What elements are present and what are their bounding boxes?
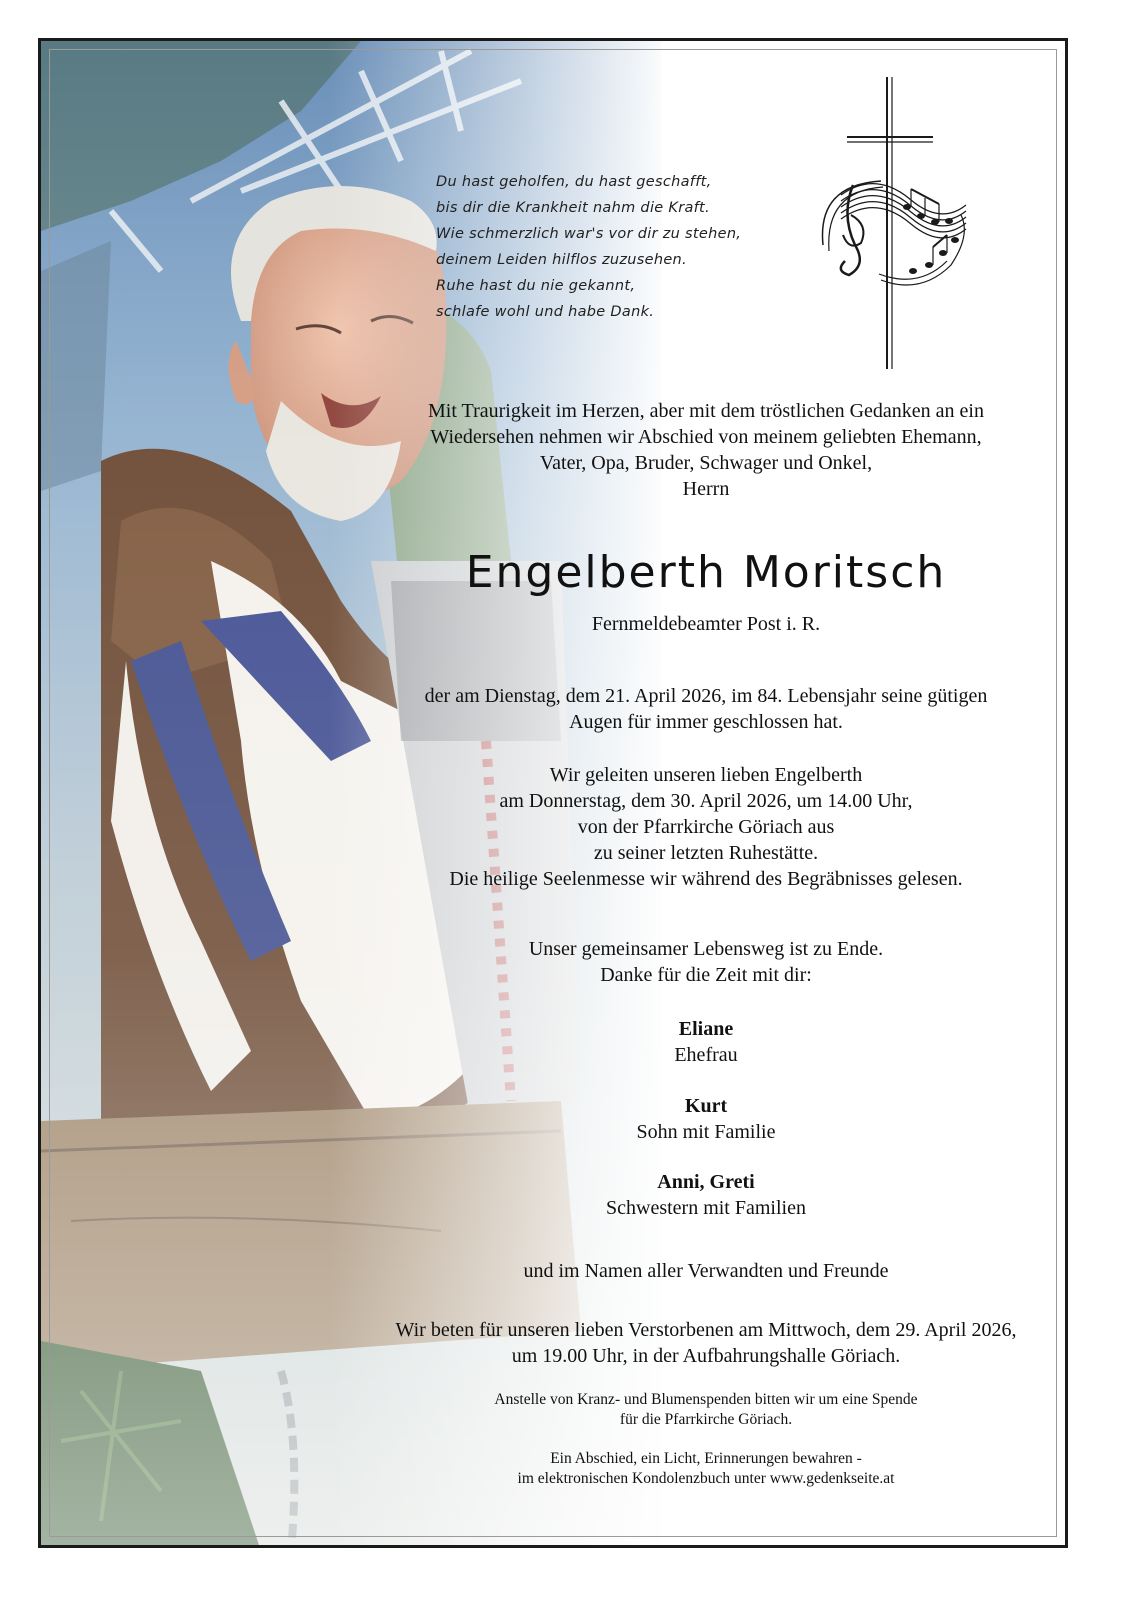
intro-line: Vater, Opa, Bruder, Schwager und Onkel, <box>539 452 873 474</box>
memorial-poem <box>436 169 836 325</box>
poem-line: deinem Leiden hilflos zuzusehen. <box>436 252 687 268</box>
deceased-name: Engelberth Moritsch <box>465 547 947 598</box>
condolence-line: im elektronischen Kondolenzbuch unter www.gedenkseite.at <box>517 1470 895 1487</box>
prayer-line: um 19.00 Uhr, in der Aufbahrungshalle Göriach. <box>511 1345 901 1367</box>
funeral-details <box>336 762 1068 892</box>
condolence-line: Ein Abschied, ein Licht, Erinnerungen bewahren - <box>550 1450 862 1467</box>
poem-line: Ruhe hast du nie gekannt, <box>436 278 636 294</box>
funeral-line: am Donnerstag, dem 30. April 2026, um 14.00 Uhr, <box>499 790 913 812</box>
donation-line: für die Pfarrkirche Göriach. <box>619 1411 793 1428</box>
mourner <box>336 1093 1068 1145</box>
mourner-relation: Schwestern mit Familien <box>606 1197 806 1219</box>
poem-line: schlafe wohl und habe Dank. <box>436 304 655 320</box>
donation-notice <box>336 1390 1068 1430</box>
death-line: Augen für immer geschlossen hat. <box>569 711 843 733</box>
deceased-title <box>336 611 1068 637</box>
condolence-notice <box>336 1449 1068 1489</box>
family-line-text: und im Namen aller Verwandten und Freunde <box>523 1260 889 1282</box>
donation-line: Anstelle von Kranz- und Blumenspenden bitten wir um eine Spende <box>494 1391 918 1408</box>
deceased-title-text: Fernmeldebeamter Post i. R. <box>591 613 821 635</box>
cross-music-icon <box>821 75 971 371</box>
poem-line: Du hast geholfen, du hast geschafft, <box>436 174 712 190</box>
shared-path-text <box>336 936 1068 988</box>
family-line <box>336 1258 1068 1284</box>
funeral-line: Wir geleiten unseren lieben Engelberth <box>549 764 863 786</box>
intro-line: Wiedersehen nehmen wir Abschied von meinem geliebten Ehemann, <box>430 426 982 448</box>
prayer-line: Wir beten für unseren lieben Verstorbenen am Mittwoch, dem 29. April 2026, <box>395 1319 1017 1341</box>
funeral-line: Die heilige Seelenmesse wir während des Begräbnisses gelesen. <box>449 868 963 890</box>
obituary-card <box>38 38 1068 1548</box>
funeral-line: zu seiner letzten Ruhestätte. <box>593 842 819 864</box>
mourner-relation: Ehefrau <box>674 1044 738 1066</box>
shared-line: Danke für die Zeit mit dir: <box>600 964 812 986</box>
death-notice <box>336 683 1068 735</box>
funeral-line: von der Pfarrkirche Göriach aus <box>577 816 835 838</box>
intro-text <box>336 398 1068 502</box>
death-line: der am Dienstag, dem 21. April 2026, im 84. Lebensjahr seine gütigen <box>424 685 988 707</box>
mourner <box>336 1016 1068 1068</box>
intro-line: Mit Traurigkeit im Herzen, aber mit dem tröstlichen Gedanken an ein <box>428 400 984 422</box>
mourner-name: Eliane <box>678 1018 734 1040</box>
mourner-name: Kurt <box>684 1095 728 1117</box>
mourner <box>336 1169 1068 1221</box>
poem-line: Wie schmerzlich war's vor dir zu stehen, <box>436 226 742 242</box>
prayer-notice <box>336 1317 1068 1369</box>
shared-line: Unser gemeinsamer Lebensweg ist zu Ende. <box>528 938 884 960</box>
intro-line: Herrn <box>682 478 730 500</box>
poem-line: bis dir die Krankheit nahm die Kraft. <box>436 200 710 216</box>
mourner-name: Anni, Greti <box>657 1171 755 1193</box>
mourner-relation: Sohn mit Familie <box>636 1121 776 1143</box>
